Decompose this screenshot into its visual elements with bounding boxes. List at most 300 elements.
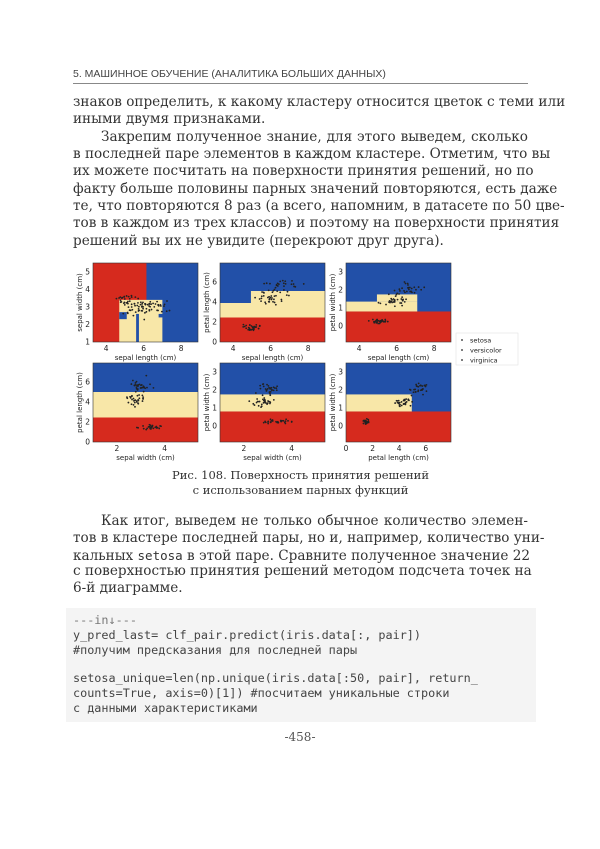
data-point xyxy=(276,385,278,387)
data-point xyxy=(275,304,277,306)
data-point xyxy=(260,406,262,408)
data-point xyxy=(123,302,125,304)
body-line: иными двумя признаками. xyxy=(73,111,266,127)
data-point xyxy=(137,389,139,391)
data-point xyxy=(401,305,403,307)
data-point xyxy=(401,287,403,289)
data-point xyxy=(413,286,415,288)
subplot xyxy=(76,363,198,462)
legend-label: virginica xyxy=(470,356,498,365)
data-point xyxy=(405,298,407,300)
subplot xyxy=(329,263,451,362)
data-point xyxy=(397,299,399,301)
x-tick-label: 8 xyxy=(431,344,437,353)
data-point xyxy=(406,291,408,293)
data-point xyxy=(398,400,400,402)
decision-region xyxy=(159,314,165,318)
data-point xyxy=(284,421,286,423)
x-tick-label: 8 xyxy=(305,344,311,353)
data-point xyxy=(422,394,424,396)
data-point xyxy=(274,302,276,304)
data-point xyxy=(266,389,268,391)
data-point xyxy=(150,427,152,429)
y-tick-label: 3 xyxy=(338,267,343,277)
data-point xyxy=(273,298,275,300)
data-point xyxy=(259,298,261,300)
x-axis-label: sepal length (cm) xyxy=(367,354,430,362)
data-point xyxy=(134,402,136,404)
data-point xyxy=(271,297,273,299)
data-point xyxy=(123,296,125,298)
data-point xyxy=(268,385,270,387)
data-point xyxy=(127,312,129,314)
y-axis-label: petal width (cm) xyxy=(203,373,211,432)
data-point xyxy=(407,283,409,285)
y-tick-label: 4 xyxy=(212,297,217,307)
y-tick-label: 6 xyxy=(212,277,217,287)
y-tick-label: 1 xyxy=(338,403,343,413)
data-point xyxy=(384,320,386,322)
data-point xyxy=(415,289,417,291)
data-point xyxy=(275,387,277,389)
data-point xyxy=(395,295,397,297)
data-point xyxy=(128,296,130,298)
data-point xyxy=(138,308,140,310)
data-point xyxy=(169,310,171,312)
code-line: counts=True, axis=0)[1]) #посчитаем уникальные строки xyxy=(73,686,450,700)
data-point xyxy=(271,389,273,391)
data-point xyxy=(404,291,406,293)
data-point xyxy=(402,298,404,300)
data-point xyxy=(140,304,142,306)
data-point xyxy=(141,310,143,312)
legend-marker xyxy=(461,349,463,351)
data-point xyxy=(132,315,134,317)
data-point xyxy=(134,305,136,307)
y-tick-label: 3 xyxy=(338,367,343,377)
decision-region xyxy=(119,300,162,342)
data-point xyxy=(283,289,285,291)
decision-region xyxy=(346,302,417,312)
data-point xyxy=(273,390,275,392)
y-tick-label: 2 xyxy=(338,285,343,295)
data-point xyxy=(136,384,138,386)
data-point xyxy=(137,403,139,405)
data-point xyxy=(393,298,395,300)
data-point xyxy=(388,301,390,303)
data-point xyxy=(127,303,129,305)
data-point xyxy=(385,304,387,306)
data-point xyxy=(130,309,132,311)
y-tick-label: 0 xyxy=(212,337,217,347)
data-point xyxy=(252,326,254,328)
data-point xyxy=(398,402,400,404)
data-point xyxy=(399,405,401,407)
data-point xyxy=(376,319,378,321)
y-axis-label: petal length (cm) xyxy=(203,272,211,333)
data-point xyxy=(153,306,155,308)
data-point xyxy=(164,304,166,306)
data-point xyxy=(259,325,261,327)
x-tick-label: 4 xyxy=(356,344,362,353)
x-axis-label: sepal width (cm) xyxy=(243,454,302,462)
x-tick-label: 4 xyxy=(289,444,294,453)
data-point xyxy=(149,383,151,385)
code-line: setosa_unique=len(np.unique(iris.data[:50, pair], return_ xyxy=(73,671,478,685)
data-point xyxy=(245,325,247,327)
data-point xyxy=(145,311,147,313)
data-point xyxy=(269,393,271,395)
data-point xyxy=(407,284,409,286)
data-point xyxy=(382,320,384,322)
data-point xyxy=(142,306,144,308)
data-point xyxy=(146,427,148,429)
data-point xyxy=(136,427,138,429)
data-point xyxy=(129,300,131,302)
data-point xyxy=(424,385,426,387)
data-point xyxy=(268,299,270,301)
data-point xyxy=(149,424,151,426)
data-point xyxy=(253,329,255,331)
data-point xyxy=(144,312,146,314)
data-point xyxy=(291,283,293,285)
data-point xyxy=(394,305,396,307)
data-point xyxy=(128,306,130,308)
data-point xyxy=(270,295,272,297)
data-point xyxy=(125,302,127,304)
data-point xyxy=(282,280,284,282)
data-point xyxy=(415,384,417,386)
data-point xyxy=(255,392,257,394)
data-point xyxy=(416,385,418,387)
data-point xyxy=(400,298,402,300)
data-point xyxy=(149,426,151,428)
data-point xyxy=(291,421,293,423)
body-line: с поверхностью принятия решений методом подсчета точек на xyxy=(73,563,532,579)
data-point xyxy=(413,391,415,393)
data-point xyxy=(293,283,295,285)
data-point xyxy=(273,386,275,388)
y-tick-label: 0 xyxy=(338,421,343,431)
y-tick-label: 2 xyxy=(85,319,90,329)
data-point xyxy=(268,301,270,303)
data-point xyxy=(157,310,159,312)
data-point xyxy=(373,322,375,324)
data-point xyxy=(256,398,258,400)
data-point xyxy=(130,383,132,385)
x-tick-label: 2 xyxy=(241,444,247,453)
data-point xyxy=(379,323,381,325)
data-point xyxy=(126,396,128,398)
data-point xyxy=(142,425,144,427)
data-point xyxy=(261,295,263,297)
data-point xyxy=(280,420,282,422)
y-tick-label: 0 xyxy=(212,421,217,431)
data-point xyxy=(276,389,278,391)
data-point xyxy=(282,420,284,422)
data-point xyxy=(401,296,403,298)
y-tick-label: 4 xyxy=(85,397,90,407)
data-point xyxy=(260,388,262,390)
data-point xyxy=(142,398,144,400)
data-point xyxy=(261,297,263,299)
data-point xyxy=(398,288,400,290)
data-point xyxy=(132,380,134,382)
data-point xyxy=(151,309,153,311)
data-point xyxy=(161,311,163,313)
data-point xyxy=(166,310,168,312)
data-point xyxy=(116,298,118,300)
data-point xyxy=(142,400,144,402)
body-line: 6-й диаграмме. xyxy=(73,580,183,596)
data-point xyxy=(423,286,425,288)
data-point xyxy=(140,301,142,303)
data-point xyxy=(134,406,136,408)
data-point xyxy=(405,398,407,400)
data-point xyxy=(249,324,251,326)
text: в этой паре. Сравните полученное значение 22 xyxy=(182,548,531,564)
data-point xyxy=(285,283,287,285)
data-point xyxy=(136,305,138,307)
y-axis-label: petal width (cm) xyxy=(329,273,337,332)
data-point xyxy=(403,400,405,402)
data-point xyxy=(417,389,419,391)
data-point xyxy=(414,389,416,391)
data-point xyxy=(140,387,142,389)
data-point xyxy=(277,421,279,423)
data-point xyxy=(149,303,151,305)
data-point xyxy=(149,301,151,303)
data-point xyxy=(410,291,412,293)
data-point xyxy=(408,287,410,289)
data-point xyxy=(144,387,146,389)
data-point xyxy=(378,302,380,304)
data-point xyxy=(249,328,251,330)
x-tick-label: 6 xyxy=(141,344,147,353)
data-point xyxy=(265,303,267,305)
data-point xyxy=(368,420,370,422)
data-point xyxy=(148,309,150,311)
data-point xyxy=(136,386,138,388)
data-point xyxy=(273,399,275,401)
data-point xyxy=(272,419,274,421)
data-point xyxy=(363,420,365,422)
x-axis-label: petal length (cm) xyxy=(368,454,429,462)
data-point xyxy=(270,391,272,393)
data-point xyxy=(252,403,254,405)
data-point xyxy=(131,303,133,305)
data-point xyxy=(407,399,409,401)
data-point xyxy=(372,319,374,321)
y-tick-label: 1 xyxy=(85,337,90,347)
data-point xyxy=(148,305,150,307)
data-point xyxy=(411,401,413,403)
body-line: в последней паре элементов в каждом кластере. Отметим, что вы xyxy=(73,146,551,162)
data-point xyxy=(143,391,145,393)
data-point xyxy=(261,404,263,406)
data-point xyxy=(157,304,159,306)
data-point xyxy=(134,296,136,298)
data-point xyxy=(379,302,381,304)
x-tick-label: 4 xyxy=(396,444,402,453)
data-point xyxy=(266,384,268,386)
data-point xyxy=(281,300,283,302)
data-point xyxy=(401,405,403,407)
data-point xyxy=(120,299,122,301)
data-point xyxy=(135,382,137,384)
data-point xyxy=(156,301,158,303)
y-tick-label: 1 xyxy=(338,303,343,313)
data-point xyxy=(411,395,413,397)
data-point xyxy=(303,283,305,285)
data-point xyxy=(269,401,271,403)
data-point xyxy=(137,302,139,304)
x-tick-label: 6 xyxy=(268,344,274,353)
data-point xyxy=(146,387,148,389)
legend xyxy=(456,333,518,365)
data-point xyxy=(129,396,131,398)
data-point xyxy=(136,400,138,402)
data-point xyxy=(264,301,266,303)
decision-region xyxy=(346,311,451,342)
data-point xyxy=(415,391,417,393)
data-point xyxy=(379,320,381,322)
x-tick-label: 0 xyxy=(343,444,349,453)
x-tick-label: 2 xyxy=(114,444,120,453)
data-point xyxy=(131,395,133,397)
data-point xyxy=(255,326,257,328)
data-point xyxy=(291,280,293,282)
data-point xyxy=(143,385,145,387)
decision-region xyxy=(220,318,325,343)
y-tick-label: 3 xyxy=(85,302,90,312)
code-line: y_pred_last= clf_pair.predict(iris.data[:, pair]) xyxy=(73,628,422,642)
body-line: факту больше половины парных значений повторяются, есть даже xyxy=(73,181,558,197)
data-point xyxy=(272,291,274,293)
body-line: тов в кластере последней пары, но и, например, количество уни- xyxy=(73,530,545,546)
data-point xyxy=(131,309,133,311)
data-point xyxy=(263,386,265,388)
data-point xyxy=(263,422,265,424)
data-point xyxy=(399,290,401,292)
data-point xyxy=(138,394,140,396)
data-point xyxy=(137,400,139,402)
data-point xyxy=(134,303,136,305)
data-point xyxy=(368,320,370,322)
legend-marker xyxy=(461,359,463,361)
data-point xyxy=(409,389,411,391)
y-tick-label: 1 xyxy=(212,403,217,413)
y-tick-label: 2 xyxy=(212,317,217,327)
x-axis-label: sepal length (cm) xyxy=(114,354,177,362)
data-point xyxy=(267,400,269,402)
y-tick-label: 3 xyxy=(212,367,217,377)
data-point xyxy=(283,282,285,284)
y-tick-label: 5 xyxy=(85,267,90,277)
data-point xyxy=(124,304,126,306)
data-point xyxy=(263,295,265,297)
data-point xyxy=(399,302,401,304)
data-point xyxy=(146,308,148,310)
data-point xyxy=(126,295,128,297)
data-point xyxy=(272,301,274,303)
subplot xyxy=(203,263,325,362)
data-point xyxy=(394,402,396,404)
data-point xyxy=(145,375,147,377)
data-point xyxy=(163,305,165,307)
data-point xyxy=(265,421,267,423)
code-line: #получим предсказания для последней пары xyxy=(73,643,358,657)
text: кальных xyxy=(73,548,138,564)
x-tick-label: 6 xyxy=(394,344,400,353)
code-line: ---in↓--- xyxy=(73,613,137,627)
data-point xyxy=(404,301,406,303)
data-point xyxy=(147,304,149,306)
data-point xyxy=(128,402,130,404)
decision-region xyxy=(346,411,451,442)
body-line: решений вы их не увидите (перекроют друг друга). xyxy=(73,233,444,249)
data-point xyxy=(388,293,390,295)
data-point xyxy=(266,282,268,284)
decision-region xyxy=(220,394,325,411)
data-point xyxy=(245,327,247,329)
data-point xyxy=(408,289,410,291)
data-point xyxy=(144,303,146,305)
data-point xyxy=(133,398,135,400)
x-tick-label: 2 xyxy=(370,444,375,453)
data-point xyxy=(154,426,156,428)
data-point xyxy=(250,329,252,331)
data-point xyxy=(280,299,282,301)
data-point xyxy=(242,326,244,328)
data-point xyxy=(276,290,278,292)
data-point xyxy=(279,280,281,282)
data-point xyxy=(263,283,265,285)
data-point xyxy=(287,291,289,293)
data-point xyxy=(426,390,428,392)
data-point xyxy=(160,304,162,306)
data-point xyxy=(155,303,157,305)
data-point xyxy=(366,418,368,420)
data-point xyxy=(142,396,144,398)
data-point xyxy=(135,311,137,313)
data-point xyxy=(258,405,260,407)
y-axis-label: sepal width (cm) xyxy=(76,273,84,332)
data-point xyxy=(142,301,144,303)
data-point xyxy=(158,428,160,430)
data-point xyxy=(288,295,290,297)
data-point xyxy=(421,389,423,391)
x-tick-label: 8 xyxy=(178,344,184,353)
data-point xyxy=(160,425,162,427)
data-point xyxy=(133,400,135,402)
data-point xyxy=(401,401,403,403)
data-point xyxy=(122,313,124,315)
decision-region xyxy=(220,411,325,442)
data-point xyxy=(131,399,133,401)
y-tick-label: 4 xyxy=(85,284,90,294)
data-point xyxy=(166,300,168,302)
legend-label: versicolor xyxy=(470,346,502,355)
x-axis-label: sepal width (cm) xyxy=(116,454,175,462)
x-tick-label: 4 xyxy=(103,344,109,353)
data-point xyxy=(285,418,287,420)
data-point xyxy=(403,403,405,405)
data-point xyxy=(248,400,250,402)
data-point xyxy=(405,402,407,404)
data-point xyxy=(283,285,285,287)
data-point xyxy=(138,310,140,312)
